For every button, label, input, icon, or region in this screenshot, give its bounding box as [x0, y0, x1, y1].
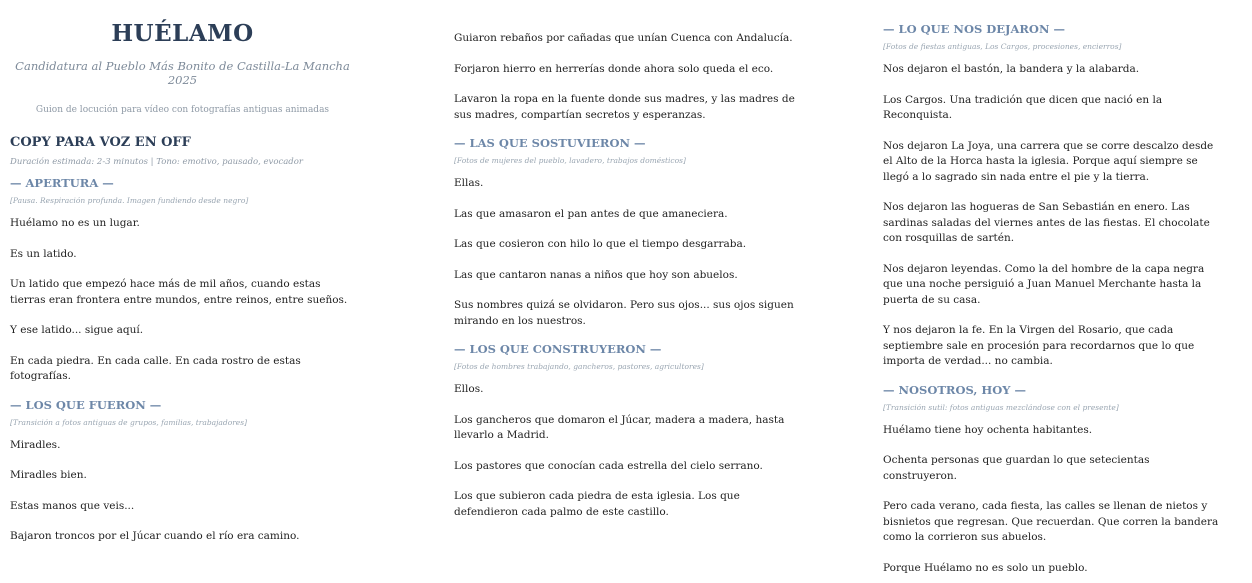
script-line: Y nos dejaron la fe. En la Virgen del Rosario, que cada septiembre sale en procesión para recordarnos que lo que importa de verdad... no cambia. — [883, 324, 1195, 367]
script-line: Los Cargos. Una tradición que dicen que nació en la Reconquista. — [883, 93, 1163, 121]
script-line: Estas manos que veis... — [10, 499, 135, 512]
script-line: Ochenta personas que guardan lo que setecientas construyeron. — [883, 454, 1150, 482]
script-line: Porque Huélamo no es solo un pueblo. — [883, 561, 1088, 574]
script-line: Nos dejaron La Joya, una carrera que se corre descalzo desde el Alto de la Horca hasta la iglesia. Porque aquí siempre se llegó a lo sagrado sin nada entre el pie y la tierra. — [883, 139, 1214, 183]
column-3 — [883, 22, 1223, 576]
script-line: Miradles bien. — [10, 469, 87, 481]
script-line: Forjaron hierro en herrerías donde ahora solo queda el eco. — [454, 62, 774, 75]
script-line: Nos dejaron las hogueras de San Sebastián en enero. Las sardinas saladas del viernes antes de las fiestas. El chocolate con rosquillas de sartén. — [883, 201, 1210, 244]
script-line: Huélamo tiene hoy ochenta habitantes. — [883, 423, 1093, 436]
duration-meta: Duración estimada: 2-3 minutos | Tono: emotivo, pausado, evocador — [10, 157, 303, 167]
script-line: En cada piedra. En cada calle. En cada rostro de estas fotografías. — [10, 354, 301, 382]
stage-direction-dejaron: [Fotos de fiestas antiguas, Los Cargos, procesiones, encierros] — [883, 42, 1122, 51]
document-subtitle: Candidatura al Pueblo Más Bonito de Castilla-La Mancha 2025 — [15, 59, 350, 87]
stage-direction-construyeron: [Fotos de hombres trabajando, gancheros, pastores, agricultores] — [454, 362, 704, 371]
script-line: Un latido que empezó hace más de mil años, cuando estas tierras eran frontera entre mundos, entre reinos, entre sueños. — [10, 278, 348, 306]
script-line: Y ese latido... sigue aquí. — [10, 324, 144, 336]
stage-direction-sostuvieron: [Fotos de mujeres del pueblo, lavadero, trabajos domésticos] — [454, 156, 686, 165]
script-line: Pero cada verano, cada fiesta, las calles se llenan de nietos y bisnietos que regresan. Que recuerdan. Que corren la bandera como la corrieron sus abuelos. — [883, 500, 1219, 543]
script-line: Lavaron la ropa en la fuente donde sus madres, y las madres de sus madres, compartían secretos y esperanzas. — [454, 93, 795, 121]
script-line: Los pastores que conocían cada estrella del cielo serrano. — [454, 459, 763, 472]
script-line: Ellos. — [454, 383, 484, 395]
section-title-fueron: — LOS QUE FUERON — — [10, 397, 162, 412]
script-line: Es un latido. — [10, 247, 77, 260]
script-line: Bajaron troncos por el Júcar cuando el río era camino. — [10, 530, 300, 542]
script-line: Las que amasaron el pan antes de que amaneciera. — [454, 207, 728, 220]
section-title-dejaron: — LO QUE NOS DEJARON — — [883, 22, 1065, 36]
script-line: Ellas. — [454, 177, 484, 189]
script-line: Nos dejaron leyendas. Como la del hombre de la capa negra que una noche persiguió a Juan Manuel Merchante hasta la puerta de su casa. — [883, 262, 1205, 306]
section-title-sostuvieron: — LAS QUE SOSTUVIERON — — [454, 136, 646, 150]
script-line: Las que cantaron nanas a niños que hoy son abuelos. — [454, 268, 738, 281]
script-line: Nos dejaron el bastón, la bandera y la alabarda. — [883, 63, 1140, 75]
column-2 — [454, 31, 799, 520]
script-line: Sus nombres quizá se olvidaron. Pero sus ojos... sus ojos siguen mirando en los nuestros. — [454, 299, 794, 327]
script-line: Miradles. — [10, 438, 61, 451]
script-line: Las que cosieron con hilo lo que el tiempo desgarraba. — [454, 238, 747, 250]
section-title-apertura: — APERTURA — — [10, 176, 114, 190]
column-1 — [10, 0, 355, 545]
script-line: Los gancheros que domaron el Júcar, madera a madera, hasta llevarlo a Madrid. — [454, 413, 785, 441]
stage-direction-hoy: [Transición sutil: fotos antiguas mezclándose con el presente] — [883, 402, 1119, 412]
script-description: Guion de locución para vídeo con fotografías antiguas animadas — [35, 105, 330, 115]
copy-heading: COPY PARA VOZ EN OFF — [10, 135, 191, 150]
stage-direction-apertura: [Pausa. Respiración profunda. Imagen fundiendo desde negro] — [10, 196, 249, 205]
stage-direction-fueron: [Transición a fotos antiguas de grupos, familias, trabajadores] — [10, 417, 248, 427]
script-line: Los que subieron cada piedra de esta iglesia. Los que defendieron cada palmo de este castillo. — [454, 490, 740, 518]
script-line: Guiaron rebaños por cañadas que unían Cuenca con Andalucía. — [454, 32, 793, 44]
section-title-hoy: — NOSOTROS, HOY — — [883, 382, 1026, 397]
script-line: Huélamo no es un lugar. — [10, 217, 140, 229]
section-title-construyeron: — LOS QUE CONSTRUYERON — — [454, 342, 662, 356]
document-title: HUÉLAMO — [111, 20, 254, 47]
